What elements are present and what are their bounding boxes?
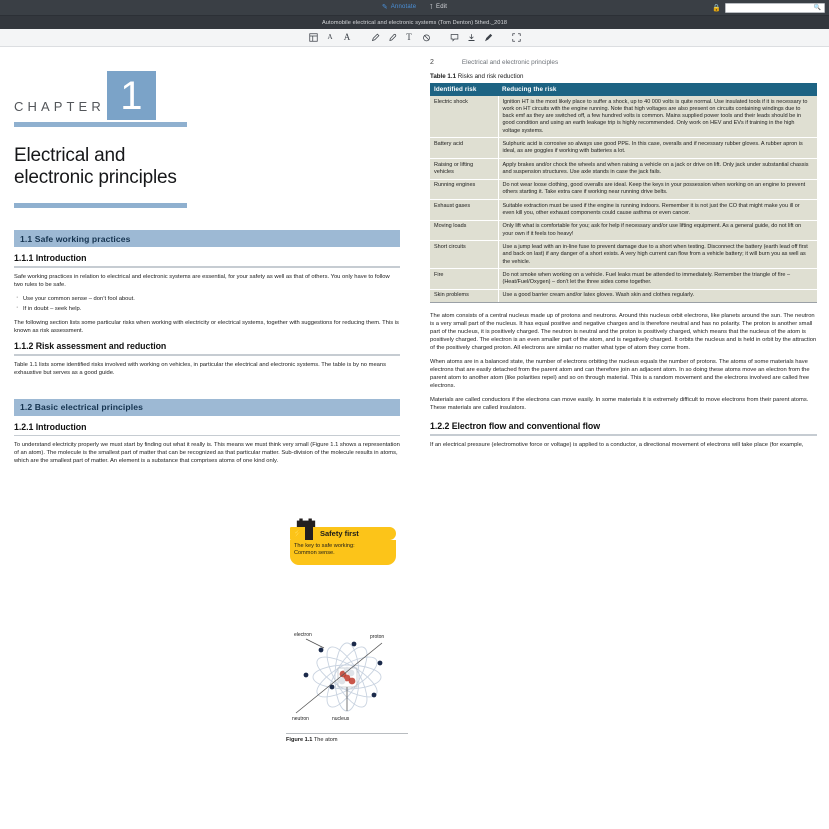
edit-button[interactable] <box>429 4 447 11</box>
document-title: Automobile electrical and electronic systems (Tom Denton) 5thed._2018 <box>321 19 508 26</box>
pencil-icon[interactable] <box>367 30 384 45</box>
top-menu-actions <box>0 4 829 11</box>
cell-risk: Running engines <box>430 179 498 200</box>
figure-label-nucleus: nucleus <box>332 716 350 722</box>
section-heading-1-1: 1.1 Safe working practices <box>14 230 400 247</box>
cell-reduction: Only lift what is comfortable for you; ask for help if necessary and/or use lifting equipment. As a general guide, do not lift on your own if it feels too heavy! <box>498 220 817 241</box>
subsection-rule <box>14 435 400 437</box>
paragraph-risk-assessment-intro: The following section lists some particular risks when working with electricity or electrical systems, together with suggestions for reducing them. This is known as risk assessment. <box>14 320 399 334</box>
list-item: · If in doubt – seek help. <box>14 305 400 313</box>
figure-caption <box>286 733 408 743</box>
text-tool-icon[interactable]: T <box>406 32 412 42</box>
table-row <box>430 179 817 200</box>
chapter-heading-block <box>14 71 400 208</box>
cell-risk: Short circuits <box>430 241 498 269</box>
font-increase-icon[interactable]: A <box>343 32 351 42</box>
safety-first-title: Safety first <box>320 529 359 538</box>
subsection-heading-1-2-1: 1.2.1 Introduction <box>14 421 87 432</box>
table-body <box>430 96 817 303</box>
cell-reduction: Ignition HT is the most likely place to suffer a shock, up to 40 000 volts is quite normal. Use insulated tools if it is necessary to work on HT circuits with the engine running. Note that high voltages are also present on circuits containing windings due to back emf as they are switched off, a few hundred volts is common. Mains supplied power tools and their leads should be in good condition and using an earth leakage trip is highly recommended. Only work on HEV and EVs if training in the high voltage systems. <box>498 96 817 138</box>
subsection-rule <box>430 434 817 436</box>
chapter-number: 1 <box>107 71 156 120</box>
cell-risk: Skin problems <box>430 289 498 302</box>
safety-first-callout <box>290 527 396 565</box>
chapter-row <box>14 71 400 120</box>
search-input[interactable] <box>726 4 824 12</box>
section-heading-1-2: 1.2 Basic electrical principles <box>14 399 400 416</box>
subsection-heading-1-2-2: 1.2.2 Electron flow and conventional flow <box>430 421 601 432</box>
table-row <box>430 159 817 180</box>
lightning-bolt-icon: ⚡ <box>290 527 305 540</box>
lock-icon[interactable]: 🔒 <box>712 4 721 12</box>
table-row <box>430 200 817 221</box>
cell-reduction: Use a good barrier cream and/or latex gloves. Wash skin and clothes regularly. <box>498 289 817 302</box>
table-row <box>430 96 817 138</box>
annotation-toolbar <box>0 29 829 47</box>
document-pages <box>0 47 829 829</box>
pen-icon: ✎ <box>381 4 388 11</box>
chapter-title-line1: Electrical and <box>14 145 126 166</box>
safety-divider <box>305 527 313 540</box>
paragraph-intro: Safe working practices in relation to electrical and electronic systems are essential, for your safety as well as that of others. You only have to follow two rules to be safe. <box>14 273 390 288</box>
atom-diagram <box>286 625 408 725</box>
cell-reduction: Suitable extraction must be used if the engine is running indoors. Remember it is not just the CO that might make you ill or even kill you, other exhaust components could cause asthma or even cancer. <box>498 200 817 221</box>
paragraph-electron-flow: If an electrical pressure (electromotive force or voltage) is applied to a conductor, a directional movement of electrons will take place (for example, <box>430 441 804 448</box>
cell-reduction: Use a jump lead with an in-line fuse to prevent damage due to a short when testing. Disconnect the battery (earth lead off first and back on last) if any danger of a short exists. A very high current can flow from a vehicle battery; it will burn you as well as the vehicle. <box>498 241 817 269</box>
stamp-icon[interactable] <box>463 30 480 45</box>
chapter-title <box>14 145 400 189</box>
table-head <box>430 83 817 96</box>
document-title-bar <box>0 15 829 29</box>
shape-tool-icon[interactable] <box>418 30 435 45</box>
figure-caption-label: Figure 1.1 <box>286 736 313 743</box>
table-row <box>430 241 817 269</box>
subsection-rule <box>14 354 400 356</box>
chapter-rule-top <box>14 122 187 127</box>
cell-reduction: Do not smoke when working on a vehicle. Fuel leaks must be attended to immediately. Remember the triangle of fire – (Heat/Fuel/Oxygen) – don’t let the three sides come together. <box>498 269 817 290</box>
cell-risk: Fire <box>430 269 498 290</box>
search-box[interactable] <box>725 3 825 13</box>
paragraph-atom-intro: To understand electricity properly we must start by finding out what it really is. This means we must think very small (Figure 1.1 shows a representation of an atom). The molecule is the smallest part of matter that can be recognized as that particular matter. Sub-division of the molecule results in atoms, which are the smallest part of matter. An element is a substance that comprises atoms of one kind only. <box>14 442 400 464</box>
fullscreen-icon[interactable] <box>508 30 525 45</box>
comment-icon[interactable] <box>446 30 463 45</box>
table-row <box>430 220 817 241</box>
table-row <box>430 138 817 159</box>
marker-icon[interactable] <box>480 30 497 45</box>
figure-label-proton: proton <box>370 634 385 640</box>
highlighter-icon[interactable] <box>384 30 401 45</box>
figure-caption-text: The atom <box>313 736 338 743</box>
paragraph-atom-structure: The atom consists of a central nucleus made up of protons and neutrons. Around this nucleus orbit electrons, like planets around the sun. The neutron is a very small part of the nucleus. It has equal positive and negative charges and is therefore neutral and has no polarity. The proton is another small part of the nucleus, it is positively charged. The neutron is neutral and the proton is positively charged, which means that the nucleus of the atom is positively charged. The electron is an even smaller part of the atom, and is negatively charged. It orbits the nucleus and is held in orbit by the attraction of the positively charged proton. All electrons are similar no matter what type of atom they come from. <box>430 313 817 352</box>
cell-risk: Moving loads <box>430 220 498 241</box>
safety-first-line2: Common sense. <box>294 550 335 557</box>
running-head <box>430 59 817 66</box>
chapter-word: CHAPTER <box>14 99 105 114</box>
top-bar-right-controls <box>712 0 825 15</box>
table-caption-text: Risks and risk reduction <box>457 73 524 80</box>
top-menu-bar <box>0 0 829 15</box>
table-caption-label: Table 1.1 <box>430 73 457 80</box>
paragraph-table-intro: Table 1.1 lists some identified risks involved with working on vehicles, in particular the electrical and electronic systems. The table is by no means exhaustive but serves as a good guide. <box>14 361 387 376</box>
risks-table <box>430 83 817 303</box>
safety-first-header <box>290 527 396 540</box>
table-row <box>430 269 817 290</box>
cell-reduction: Sulphuric acid is corrosive so always use good PPE. In this case, overalls and if necessary rubber gloves. A rubber apron is ideal, as are goggles if working with batteries a lot. <box>498 138 817 159</box>
table-header-row <box>430 83 817 96</box>
cell-risk: Electric shock <box>430 96 498 138</box>
running-head-title: Electrical and electronic principles <box>461 59 559 66</box>
paragraph-conductors-insulators: Materials are called conductors if the electrons can move easily. In some materials it is extremely difficult to move electrons from their parent atoms. These materials are called insulators. <box>430 397 809 412</box>
page-view-icon[interactable] <box>305 30 322 45</box>
edit-label: Edit <box>436 4 448 10</box>
cell-risk: Raising or lifting vehicles <box>430 159 498 180</box>
search-icon: 🔍 <box>813 5 821 11</box>
page-right <box>414 47 829 829</box>
annotate-button[interactable] <box>382 4 417 11</box>
right-column-text <box>430 312 817 449</box>
safety-first-body <box>290 540 396 565</box>
chapter-title-line2: electronic principles <box>14 167 177 188</box>
safety-rules-list <box>14 295 400 314</box>
subsection-rule <box>14 266 400 268</box>
subsection-heading-1-1-1: 1.1.1 Introduction <box>14 253 87 263</box>
table-caption <box>430 73 817 80</box>
page-number: 2 <box>430 59 434 66</box>
list-item: · Use your common sense – don’t fool about. <box>14 295 400 303</box>
annotate-label: Annotate <box>390 4 417 10</box>
figure-label-neutron: neutron <box>292 716 309 722</box>
figure-atom <box>286 625 408 743</box>
paragraph-free-electrons: When atoms are in a balanced state, the number of electrons orbiting the nucleus equals the number of protons. The atoms of some materials have electrons that are easily detached from the parent atom and can therefore join an adjacent atom. In so doing these atoms move an electron from the parent atom to another atom (like polarities repel) and so on through material. This is a random movement and the electrons involved are called free electrons. <box>430 359 810 390</box>
cell-reduction: Apply brakes and/or chock the wheels and when raising a vehicle on a jack or drive on lift. Only jack under substantial chassis and suspension structures. Use axle stands in case the jack fails. <box>498 159 817 180</box>
cell-reduction: Do not wear loose clothing, good overalls are ideal. Keep the keys in your possession when working on an engine to prevent others starting it. Take extra care if working near running drive belts. <box>498 179 817 200</box>
chapter-rule-bottom <box>14 203 187 208</box>
safety-first-line1: The key to safe working: <box>294 543 355 549</box>
column-header-reducing-risk: Reducing the risk <box>498 83 817 96</box>
cell-risk: Exhaust gases <box>430 200 498 221</box>
text-cursor-icon: ⊺ <box>429 4 433 11</box>
cell-risk: Battery acid <box>430 138 498 159</box>
subsection-heading-1-1-2: 1.1.2 Risk assessment and reduction <box>14 341 167 351</box>
table-row <box>430 289 817 302</box>
figure-label-electron: electron <box>294 632 312 638</box>
column-header-identified-risk: Identified risk <box>430 83 498 96</box>
font-decrease-icon[interactable]: A <box>327 33 333 41</box>
